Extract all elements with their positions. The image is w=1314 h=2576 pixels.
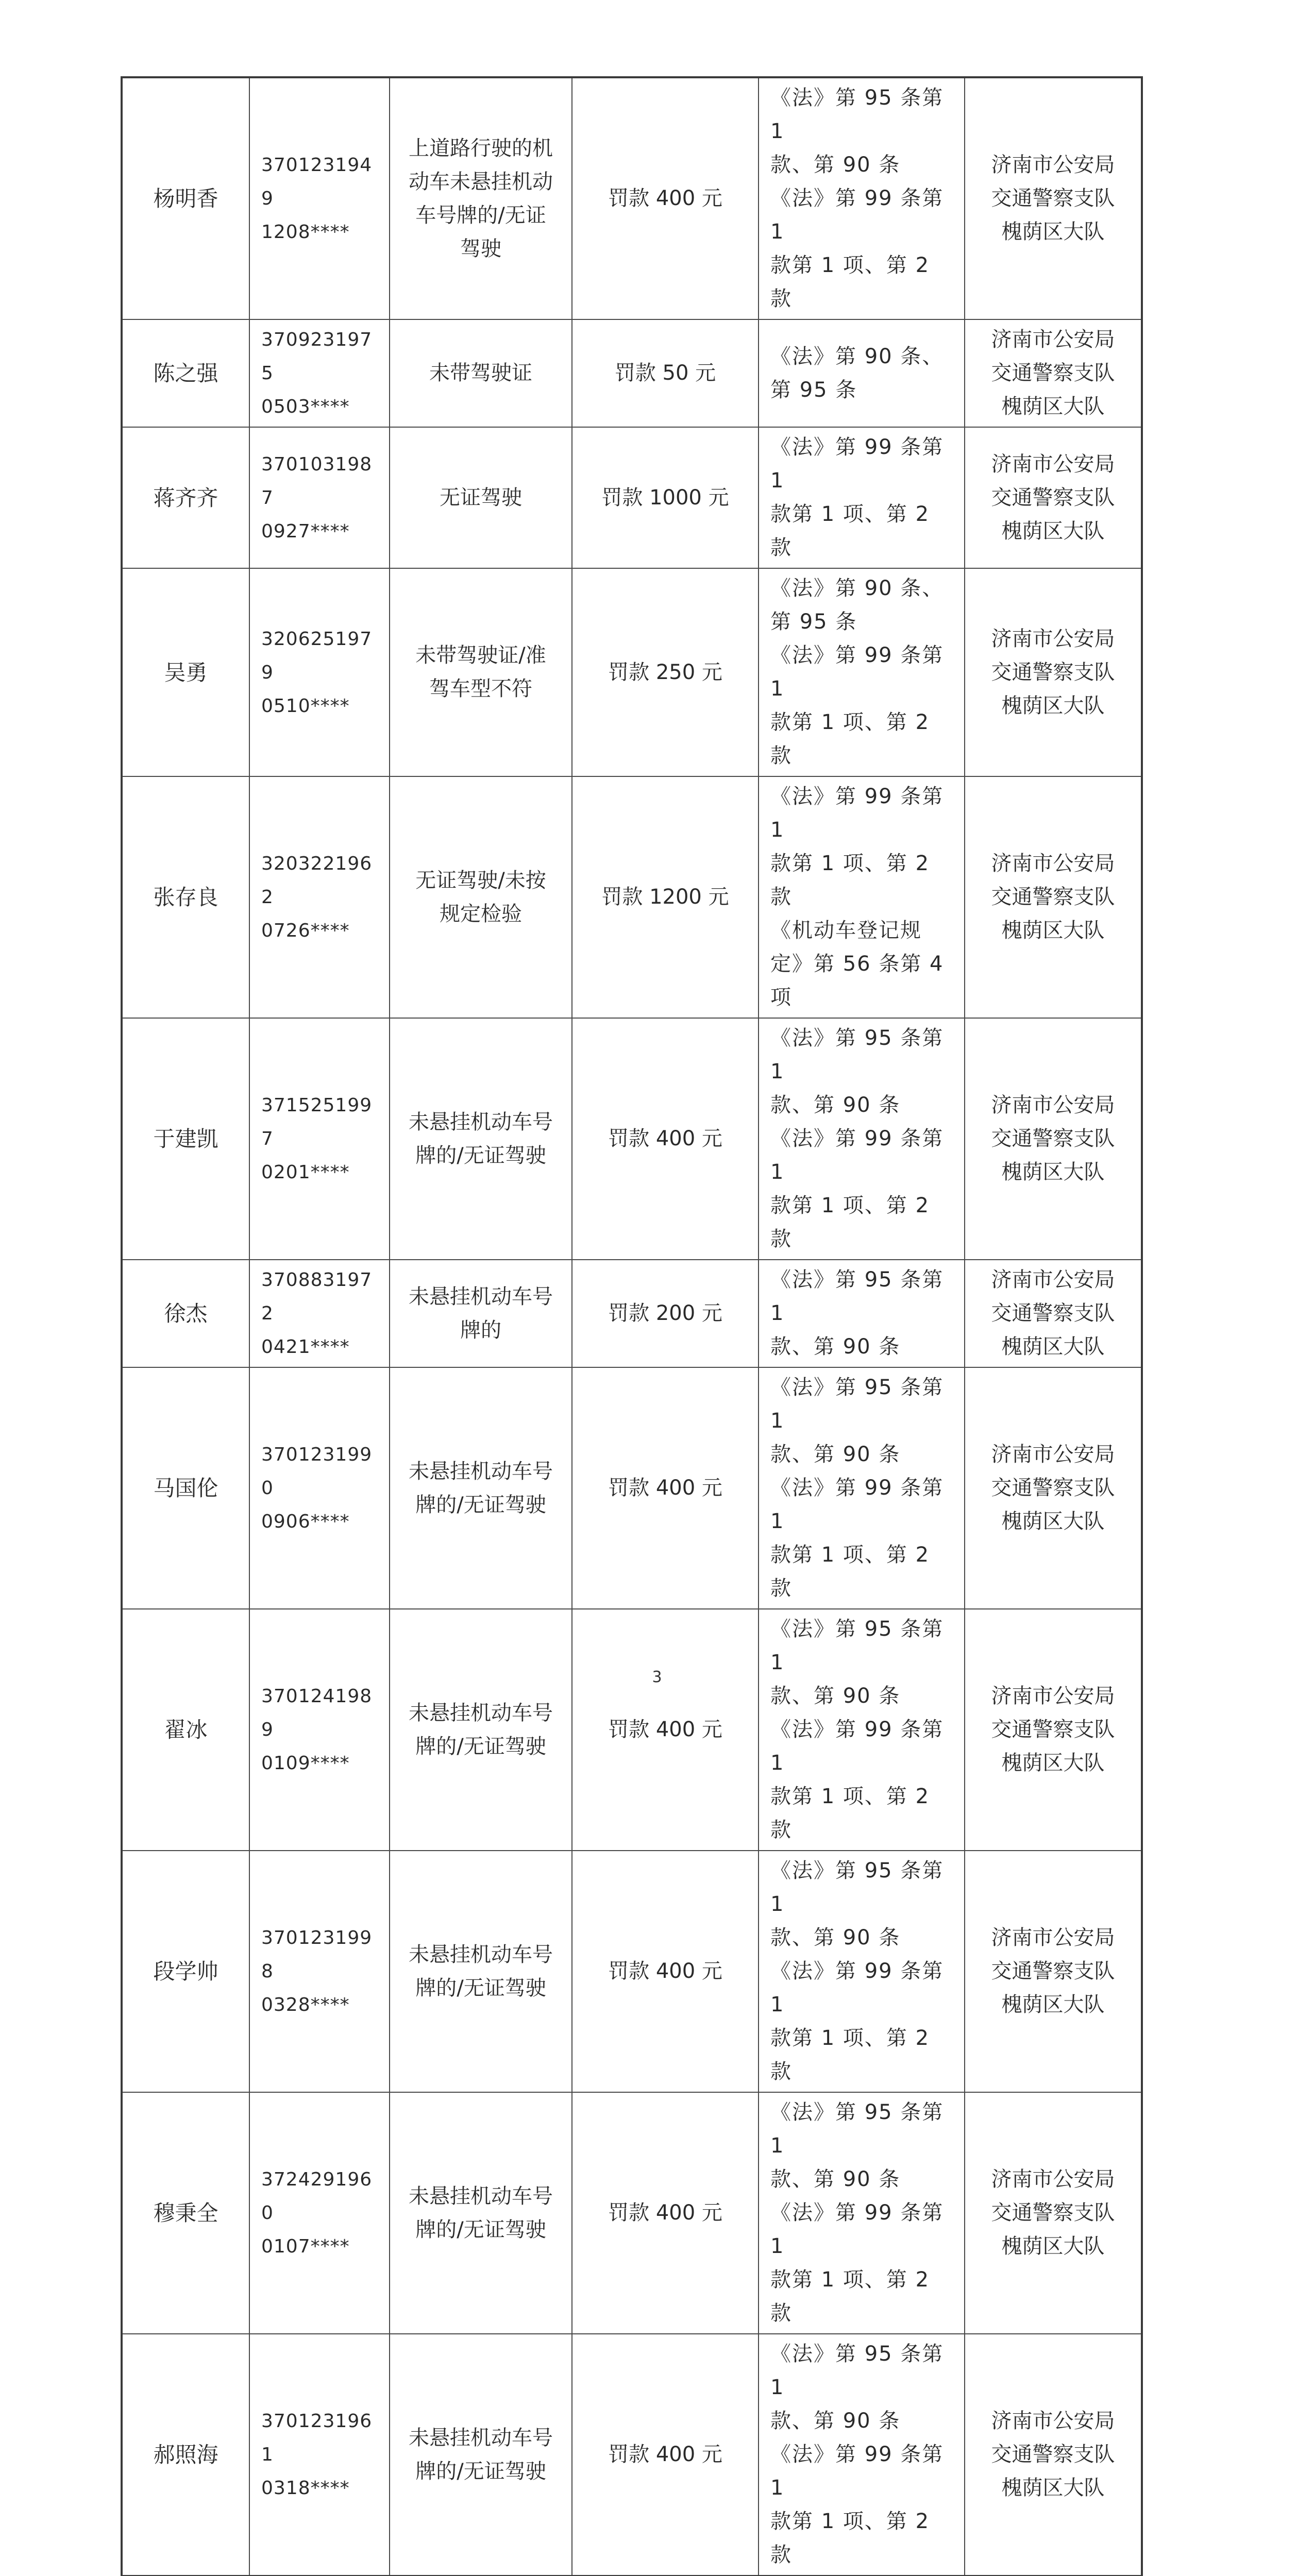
authority-line: 济南市公安局 xyxy=(991,2409,1115,2433)
legal-basis-cell xyxy=(759,1018,965,1260)
penalty-cell xyxy=(572,1851,759,2092)
authority-line: 济南市公安局 xyxy=(991,1093,1115,1117)
person-name-cell xyxy=(122,2092,249,2334)
legal-basis-line: 《法》第 99 条第 1 xyxy=(770,2201,944,2258)
penalty-amount: 罚款 400 元 xyxy=(608,1476,722,1500)
id-number-line: 3701031987 xyxy=(261,453,373,509)
penalty-cell xyxy=(572,776,759,1018)
violation-line: 牌的/无证驾驶 xyxy=(415,1734,546,1758)
penalty-cell xyxy=(572,2334,759,2576)
legal-basis-line: 《法》第 99 条第 1 xyxy=(770,643,944,701)
id-number-line: 3724291960 xyxy=(261,2169,373,2224)
id-number-cell xyxy=(249,319,390,427)
table-row xyxy=(122,77,1142,319)
id-number-line: 0927**** xyxy=(261,520,350,542)
person-name-cell xyxy=(122,2334,249,2576)
authority-cell xyxy=(965,1260,1142,1367)
penalty-amount: 罚款 200 元 xyxy=(608,1301,722,1325)
id-number-line: 0421**** xyxy=(261,1336,350,1358)
person-name: 吴勇 xyxy=(164,659,208,685)
id-number-line: 3701231961 xyxy=(261,2411,373,2465)
legal-basis-line: 第 95 条 xyxy=(770,378,857,402)
person-name-cell xyxy=(122,1018,249,1260)
authority-line: 济南市公安局 xyxy=(991,1268,1115,1292)
legal-basis-line: 款第 1 项、第 2 款 xyxy=(770,253,930,311)
id-number-line: 3206251979 xyxy=(261,628,373,683)
legal-basis-line: 《法》第 95 条第 1 xyxy=(770,2100,944,2158)
violation-line: 牌的/无证驾驶 xyxy=(415,2459,546,2483)
id-number-line: 3701231990 xyxy=(261,1444,373,1499)
authority-line: 交通警察支队 xyxy=(991,1127,1115,1150)
violation-line: 未悬挂机动车号 xyxy=(409,1942,553,1967)
person-name: 段学帅 xyxy=(153,1959,218,1984)
id-number-cell xyxy=(249,1367,390,1609)
id-number-line: 0906**** xyxy=(261,1511,350,1532)
authority-cell xyxy=(965,2334,1142,2576)
person-name-cell xyxy=(122,1851,249,2092)
legal-basis-cell xyxy=(759,2334,965,2576)
violation-line: 未悬挂机动车号 xyxy=(409,1459,553,1483)
id-number-cell xyxy=(249,1018,390,1260)
authority-cell xyxy=(965,1851,1142,2092)
penalty-cell xyxy=(572,77,759,319)
legal-basis-line: 款、第 90 条 xyxy=(770,1093,901,1117)
penalty-cell xyxy=(572,1367,759,1609)
id-number-line: 1208**** xyxy=(261,222,350,243)
violation-cell xyxy=(390,776,572,1018)
authority-line: 槐荫区大队 xyxy=(1001,2234,1105,2258)
penalty-amount: 罚款 400 元 xyxy=(608,1127,722,1150)
violation-cell xyxy=(390,1609,572,1851)
id-number-line: 0201**** xyxy=(261,1162,350,1183)
authority-line: 济南市公安局 xyxy=(991,1684,1115,1708)
legal-basis-line: 《法》第 99 条第 1 xyxy=(770,187,944,244)
table-row xyxy=(122,427,1142,568)
penalty-amount: 罚款 50 元 xyxy=(614,361,716,385)
authority-cell xyxy=(965,776,1142,1018)
penalty-amount: 罚款 400 元 xyxy=(608,187,722,210)
legal-basis-line: 款、第 90 条 xyxy=(770,2167,901,2191)
table-body xyxy=(122,77,1142,2576)
authority-line: 济南市公安局 xyxy=(991,153,1115,177)
table-row xyxy=(122,1018,1142,1260)
violation-line: 未悬挂机动车号 xyxy=(409,1701,553,1725)
authority-line: 交通警察支队 xyxy=(991,660,1115,684)
legal-basis-line: 款、第 90 条 xyxy=(770,1684,901,1708)
table-row xyxy=(122,1609,1142,1851)
authority-line: 槐荫区大队 xyxy=(1001,1160,1105,1184)
id-number-cell xyxy=(249,77,390,319)
legal-basis-line: 款第 1 项、第 2 款 xyxy=(770,710,930,768)
person-name-cell xyxy=(122,1609,249,1851)
authority-line: 槐荫区大队 xyxy=(1001,2476,1105,2500)
authority-line: 交通警察支队 xyxy=(991,361,1115,385)
penalty-cell xyxy=(572,1609,759,1851)
legal-basis-cell xyxy=(759,77,965,319)
legal-basis-line: 款第 1 项、第 2 款 xyxy=(770,502,930,560)
penalty-cell xyxy=(572,568,759,776)
authority-line: 济南市公安局 xyxy=(991,852,1115,875)
authority-line: 交通警察支队 xyxy=(991,1718,1115,1741)
id-number-cell xyxy=(249,1260,390,1367)
legal-basis-line: 《法》第 95 条第 1 xyxy=(770,1026,944,1083)
authority-line: 槐荫区大队 xyxy=(1001,1751,1105,1775)
table-row xyxy=(122,568,1142,776)
person-name: 翟冰 xyxy=(164,1717,208,1742)
legal-basis-cell xyxy=(759,2092,965,2334)
authority-line: 槐荫区大队 xyxy=(1001,1993,1105,2016)
violation-cell xyxy=(390,427,572,568)
legal-basis-line: 款第 1 项、第 2 款 xyxy=(770,852,930,909)
person-name-cell xyxy=(122,568,249,776)
person-name-cell xyxy=(122,1260,249,1367)
id-number-line: 0503**** xyxy=(261,396,350,417)
violation-cell xyxy=(390,319,572,427)
penalty-cell xyxy=(572,319,759,427)
legal-basis-cell xyxy=(759,427,965,568)
authority-line: 槐荫区大队 xyxy=(1001,1335,1105,1359)
legal-basis-line: 款第 1 项、第 2 款 xyxy=(770,2510,930,2567)
table-row xyxy=(122,1851,1142,2092)
id-number-line: 3701231949 xyxy=(261,155,373,209)
authority-line: 济南市公安局 xyxy=(991,626,1115,651)
legal-basis-line: 《法》第 99 条第 1 xyxy=(770,1127,944,1184)
page-number: 3 xyxy=(652,1668,662,1686)
legal-basis-line: 《法》第 95 条第 1 xyxy=(770,1376,944,1433)
legal-basis-line: 款、第 90 条 xyxy=(770,1926,901,1950)
authority-line: 交通警察支队 xyxy=(991,2201,1115,2225)
violation-line: 牌的 xyxy=(460,1318,501,1342)
violation-cell xyxy=(390,2092,572,2334)
authority-cell xyxy=(965,1018,1142,1260)
legal-basis-line: 《法》第 90 条、 xyxy=(770,577,944,600)
legal-basis-line: 《法》第 99 条第 1 xyxy=(770,1476,944,1533)
authority-line: 交通警察支队 xyxy=(991,485,1115,510)
id-number-cell xyxy=(249,2334,390,2576)
authority-line: 济南市公安局 xyxy=(991,1926,1115,1950)
authority-cell xyxy=(965,1609,1142,1851)
authority-line: 济南市公安局 xyxy=(991,452,1115,476)
id-number-line: 0510**** xyxy=(261,695,350,717)
legal-basis-cell xyxy=(759,1367,965,1609)
legal-basis-line: 款、第 90 条 xyxy=(770,1335,901,1359)
legal-basis-line: 项 xyxy=(770,986,792,1009)
violation-cell xyxy=(390,1851,572,2092)
legal-basis-line: 《法》第 95 条第 1 xyxy=(770,2342,944,2399)
id-number-cell xyxy=(249,776,390,1018)
violation-line: 牌的/无证驾驶 xyxy=(415,1493,546,1517)
id-number-cell xyxy=(249,427,390,568)
violation-line: 未带驾驶证 xyxy=(429,361,532,385)
table-row xyxy=(122,2092,1142,2334)
authority-line: 槐荫区大队 xyxy=(1001,519,1105,543)
authority-line: 槐荫区大队 xyxy=(1001,693,1105,718)
legal-basis-cell xyxy=(759,776,965,1018)
legal-basis-line: 款、第 90 条 xyxy=(770,153,901,177)
person-name: 穆秉全 xyxy=(153,2200,218,2226)
table-row xyxy=(122,776,1142,1018)
person-name: 蒋齐齐 xyxy=(153,485,218,511)
authority-cell xyxy=(965,319,1142,427)
violation-line: 未带驾驶证/准 xyxy=(415,643,546,667)
legal-basis-cell xyxy=(759,319,965,427)
id-number-cell xyxy=(249,1851,390,2092)
penalty-cell xyxy=(572,1018,759,1260)
id-number-line: 0318**** xyxy=(261,2478,350,2499)
penalty-amount: 罚款 1200 元 xyxy=(601,885,729,909)
legal-basis-line: 《法》第 99 条第 1 xyxy=(770,1959,944,2016)
legal-basis-line: 《法》第 95 条第 1 xyxy=(770,1617,944,1674)
legal-basis-cell xyxy=(759,1609,965,1851)
violation-line: 未悬挂机动车号 xyxy=(409,1284,553,1309)
violation-line: 无证驾驶/未按 xyxy=(415,868,546,892)
id-number-line: 3203221962 xyxy=(261,853,373,908)
violation-line: 车号牌的/无证 xyxy=(415,203,546,227)
penalty-cell xyxy=(572,1260,759,1367)
legal-basis-line: 《法》第 99 条第 1 xyxy=(770,435,944,493)
person-name-cell xyxy=(122,427,249,568)
violation-cell xyxy=(390,1260,572,1367)
violation-cell xyxy=(390,1367,572,1609)
table-row xyxy=(122,319,1142,427)
legal-basis-cell xyxy=(759,1851,965,2092)
penalty-amount: 罚款 400 元 xyxy=(608,1959,722,1983)
authority-cell xyxy=(965,1367,1142,1609)
authority-line: 济南市公安局 xyxy=(991,328,1115,351)
table-row xyxy=(122,1260,1142,1367)
authority-line: 交通警察支队 xyxy=(991,1959,1115,1983)
id-number-line: 0726**** xyxy=(261,920,350,941)
violation-line: 未悬挂机动车号 xyxy=(409,1110,553,1134)
authority-cell xyxy=(965,427,1142,568)
penalty-records-table xyxy=(121,76,1143,2576)
legal-basis-line: 《法》第 99 条第 1 xyxy=(770,1718,944,1775)
person-name: 徐杰 xyxy=(164,1301,208,1326)
penalty-amount: 罚款 400 元 xyxy=(608,2201,722,2225)
violation-line: 未悬挂机动车号 xyxy=(409,2184,553,2208)
legal-basis-line: 款第 1 项、第 2 款 xyxy=(770,2268,930,2325)
violation-line: 动车未悬挂机动 xyxy=(409,170,553,194)
authority-line: 交通警察支队 xyxy=(991,885,1115,909)
id-number-line: 0107**** xyxy=(261,2236,350,2257)
legal-basis-line: 《法》第 95 条第 1 xyxy=(770,1268,944,1325)
violation-cell xyxy=(390,2334,572,2576)
legal-basis-line: 款第 1 项、第 2 款 xyxy=(770,1543,930,1600)
penalty-records-sheet xyxy=(121,76,1141,2567)
legal-basis-line: 《法》第 95 条第 1 xyxy=(770,1859,944,1916)
person-name-cell xyxy=(122,1367,249,1609)
authority-line: 交通警察支队 xyxy=(991,2443,1115,2466)
legal-basis-line: 款第 1 项、第 2 款 xyxy=(770,1785,930,1842)
person-name-cell xyxy=(122,319,249,427)
person-name: 郝照海 xyxy=(153,2442,218,2467)
person-name: 马国伦 xyxy=(153,1476,218,1501)
person-name: 张存良 xyxy=(153,885,218,910)
person-name: 于建凯 xyxy=(153,1126,218,1151)
person-name: 陈之强 xyxy=(153,361,218,386)
authority-cell xyxy=(965,568,1142,776)
table-row xyxy=(122,1367,1142,1609)
authority-cell xyxy=(965,77,1142,319)
violation-line: 牌的/无证驾驶 xyxy=(415,2217,546,2242)
authority-line: 济南市公安局 xyxy=(991,1443,1115,1466)
id-number-line: 3701231998 xyxy=(261,1927,373,1982)
violation-line: 规定检验 xyxy=(440,902,522,926)
authority-line: 交通警察支队 xyxy=(991,1301,1115,1325)
penalty-cell xyxy=(572,2092,759,2334)
id-number-cell xyxy=(249,1609,390,1851)
violation-cell xyxy=(390,77,572,319)
table-row xyxy=(122,2334,1142,2576)
authority-cell xyxy=(965,2092,1142,2334)
violation-line: 未悬挂机动车号 xyxy=(409,2426,553,2450)
authority-line: 槐荫区大队 xyxy=(1001,919,1105,942)
penalty-amount: 罚款 400 元 xyxy=(608,1718,722,1741)
penalty-amount: 罚款 400 元 xyxy=(608,2443,722,2466)
authority-line: 槐荫区大队 xyxy=(1001,1510,1105,1533)
penalty-amount: 罚款 1000 元 xyxy=(601,485,729,510)
id-number-line: 0328**** xyxy=(261,1994,350,2015)
id-number-line: 3701241989 xyxy=(261,1686,373,1740)
violation-line: 上道路行驶的机 xyxy=(409,136,553,160)
authority-line: 槐荫区大队 xyxy=(1001,395,1105,418)
legal-basis-line: 款、第 90 条 xyxy=(770,2409,901,2433)
violation-line: 牌的/无证驾驶 xyxy=(415,1143,546,1167)
person-name-cell xyxy=(122,776,249,1018)
legal-basis-line: 《法》第 95 条第 1 xyxy=(770,86,944,143)
legal-basis-line: 《机动车登记规 xyxy=(770,919,922,942)
legal-basis-line: 款、第 90 条 xyxy=(770,1443,901,1466)
id-number-cell xyxy=(249,568,390,776)
person-name-cell xyxy=(122,77,249,319)
legal-basis-line: 《法》第 90 条、 xyxy=(770,344,944,368)
violation-cell xyxy=(390,1018,572,1260)
legal-basis-line: 款第 1 项、第 2 款 xyxy=(770,2026,930,2083)
violation-line: 驾车型不符 xyxy=(429,677,532,701)
violation-line: 牌的/无证驾驶 xyxy=(415,1976,546,2000)
legal-basis-cell xyxy=(759,1260,965,1367)
legal-basis-line: 定》第 56 条第 4 xyxy=(770,952,944,976)
legal-basis-line: 《法》第 99 条第 1 xyxy=(770,2443,944,2500)
authority-line: 交通警察支队 xyxy=(991,187,1115,210)
person-name: 杨明香 xyxy=(153,186,218,211)
violation-line: 无证驾驶 xyxy=(440,485,522,510)
legal-basis-line: 《法》第 99 条第 1 xyxy=(770,785,944,842)
legal-basis-cell xyxy=(759,568,965,776)
violation-line: 驾驶 xyxy=(460,236,501,261)
penalty-amount: 罚款 250 元 xyxy=(608,660,722,684)
authority-line: 槐荫区大队 xyxy=(1001,220,1105,244)
id-number-cell xyxy=(249,2092,390,2334)
id-number-line: 3709231975 xyxy=(261,329,373,384)
violation-cell xyxy=(390,568,572,776)
penalty-cell xyxy=(572,427,759,568)
legal-basis-line: 款第 1 项、第 2 款 xyxy=(770,1194,930,1251)
id-number-line: 3715251997 xyxy=(261,1095,373,1149)
id-number-line: 0109**** xyxy=(261,1753,350,1774)
authority-line: 交通警察支队 xyxy=(991,1476,1115,1500)
legal-basis-line: 第 95 条 xyxy=(770,610,857,634)
authority-line: 济南市公安局 xyxy=(991,2167,1115,2191)
id-number-line: 3708831972 xyxy=(261,1269,373,1324)
